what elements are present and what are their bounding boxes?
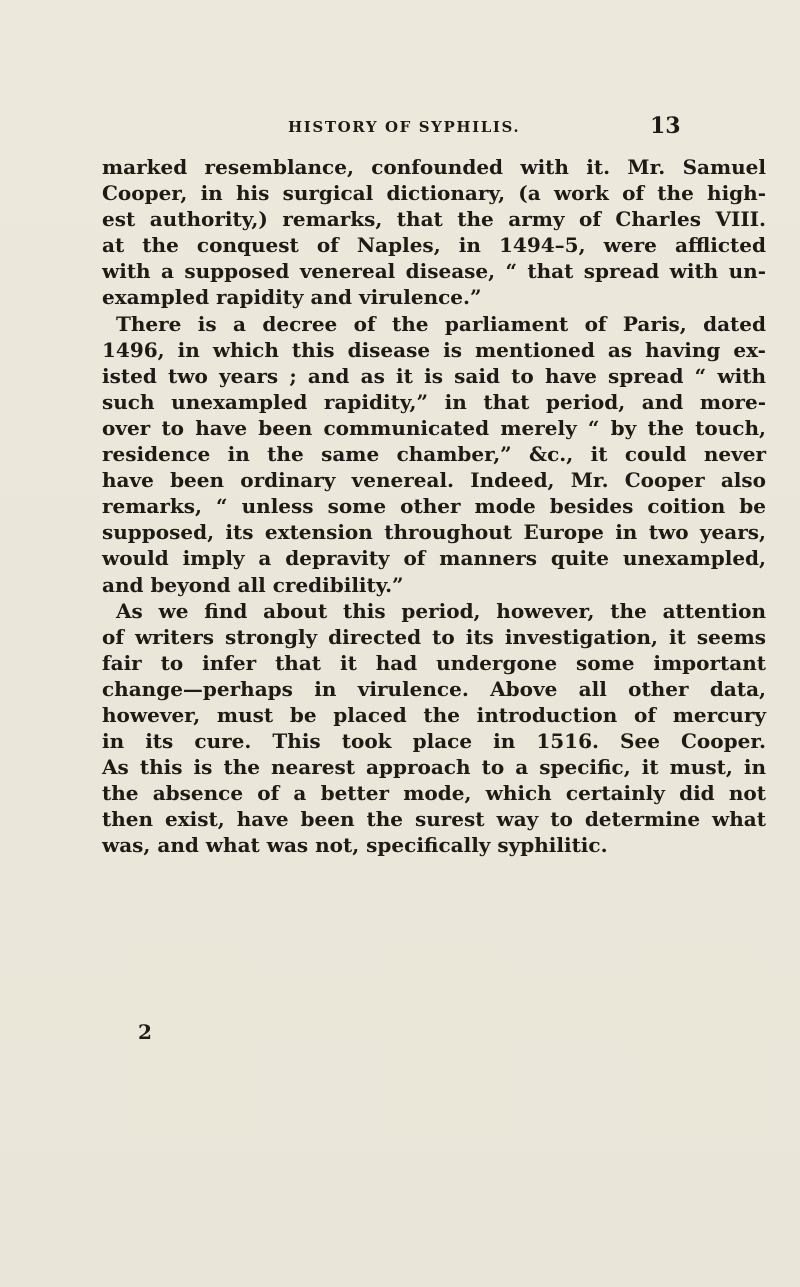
text-line: est authority,) remarks, that the army of Charles VIII. xyxy=(102,207,766,232)
text-line: residence in the same chamber,” &c., it could never xyxy=(102,442,766,467)
text-line: of writers strongly directed to its investigation, it seems xyxy=(102,624,766,649)
text-line: have been ordinary venereal. Indeed, Mr. Cooper also xyxy=(102,468,766,493)
body-text xyxy=(102,154,766,859)
text-line: isted two years ; and as it is said to have spread “ with xyxy=(102,363,766,388)
signature-mark: 2 xyxy=(138,1020,152,1044)
text-line: would imply a depravity of manners quite unexampled, xyxy=(102,546,766,571)
running-head xyxy=(288,113,800,140)
text-line: remarks, “ unless some other mode besides coition be xyxy=(102,494,766,519)
text-line: marked resemblance, confounded with it. Mr. Samuel xyxy=(102,155,766,179)
text-line: fair to infer that it had undergone some important xyxy=(102,650,766,675)
text-line: however, must be placed the introduction of mercury xyxy=(102,702,766,727)
text-line: then exist, have been the surest way to determine what xyxy=(102,807,766,832)
text-line: in its cure. This took place in 1516. See Cooper. xyxy=(102,729,766,754)
running-title: HISTORY OF SYPHILIS. xyxy=(288,118,521,136)
text-line: the absence of a better mode, which certainly did not xyxy=(102,781,766,806)
paragraph-start-line: As we find about this period, however, the attention xyxy=(116,598,766,623)
text-line: 1496, in which this disease is mentioned as having ex- xyxy=(102,337,766,362)
text-line: As this is the nearest approach to a specific, it must, in xyxy=(102,755,766,780)
text-line: Cooper, in his surgical dictionary, (a work of the high- xyxy=(102,181,766,206)
text-line: over to have been communicated merely “ by the touch, xyxy=(102,415,766,440)
text-line: such unexampled rapidity,” in that period, and more- xyxy=(102,389,766,414)
text-line: change—perhaps in virulence. Above all other data, xyxy=(102,676,766,701)
text-line: was, and what was not, specifically syphilitic. xyxy=(102,833,608,858)
text-line: supposed, its extension throughout Europe in two years, xyxy=(102,520,766,545)
text-line: and beyond all credibility.” xyxy=(102,572,404,597)
text-line: exampled rapidity and virulence.” xyxy=(102,285,482,310)
text-line: with a supposed venereal disease, “ that spread with un- xyxy=(102,259,766,284)
page-number: 13 xyxy=(650,113,681,139)
paragraph-start-line: There is a decree of the parliament of Paris, dated xyxy=(116,311,766,336)
text-line: at the conquest of Naples, in 1494–5, were afflicted xyxy=(102,233,766,258)
